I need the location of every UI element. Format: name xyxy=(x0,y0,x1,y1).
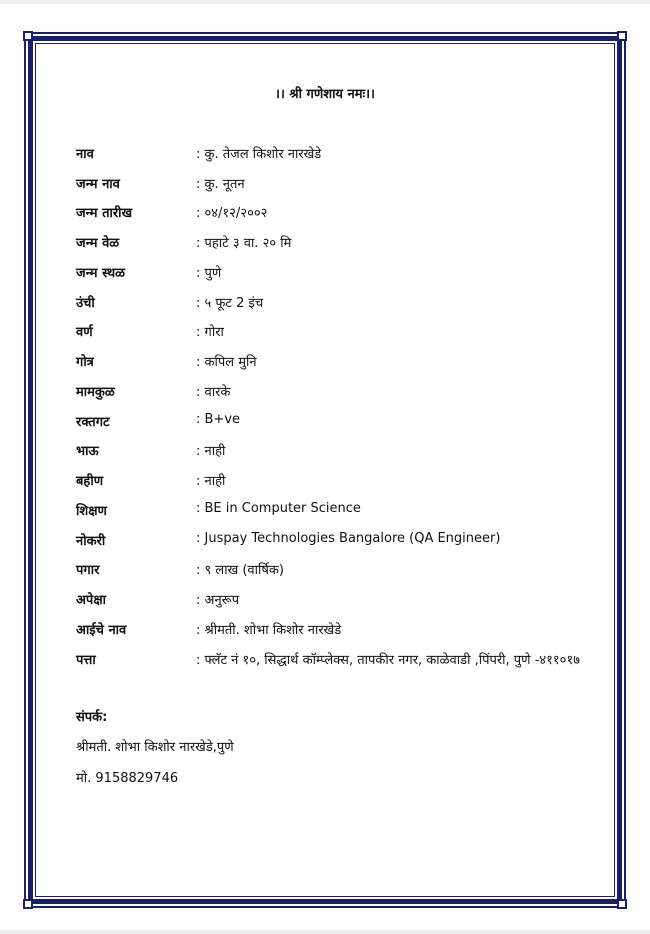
field-value: : BE in Computer Science xyxy=(196,501,361,516)
field-value: : पुणे xyxy=(196,266,222,281)
field-label: जन्म तारीख xyxy=(76,206,133,221)
field-value: : पहाटे ३ वा. २० मि xyxy=(196,236,292,251)
field-label: पत्ता xyxy=(76,653,96,668)
field-value: : वारके xyxy=(196,385,231,400)
field-value: : B+ve xyxy=(196,412,241,427)
field-value: : ०४/१२/२००२ xyxy=(196,206,268,221)
field-label: जन्म वेळ xyxy=(76,236,120,251)
field-label: आईचे नाव xyxy=(76,623,127,638)
contact-phone: मो. 9158829746 xyxy=(76,771,179,786)
field-label: नोकरी xyxy=(76,534,106,549)
field-label: उंची xyxy=(76,296,95,311)
field-label: जन्म स्थळ xyxy=(76,266,126,281)
document-page xyxy=(0,4,650,930)
field-value: : ९ लाख (वार्षिक) xyxy=(196,563,284,578)
border-corner-top-left xyxy=(23,31,33,41)
field-value: : नाही xyxy=(196,474,226,489)
field-value: : Juspay Technologies Bangalore (QA Engineer) xyxy=(196,531,501,546)
field-label: नाव xyxy=(76,147,94,162)
field-label: पगार xyxy=(76,563,100,578)
field-value: : गोरा xyxy=(196,325,224,340)
field-value: : कु. नूतन xyxy=(196,177,245,192)
field-value: : श्रीमती. शोभा किशोर नारखेडे xyxy=(196,623,342,638)
field-label: अपेक्षा xyxy=(76,593,107,608)
field-label: जन्म नाव xyxy=(76,177,120,192)
field-label: रक्तगट xyxy=(76,415,110,430)
field-label: वर्ण xyxy=(76,325,93,340)
field-value: : फ्लॅट नं १०, सिद्धार्थ कॉम्प्लेक्स, तापकीर नगर, काळेवाडी ,पिंपरी, पुणे -४११०१७ xyxy=(196,653,580,668)
field-label: मामकुळ xyxy=(76,385,115,400)
field-value: : कपिल मुनि xyxy=(196,355,257,370)
field-label: गोत्र xyxy=(76,355,94,370)
field-value: : कु. तेजल किशोर नारखेडे xyxy=(196,147,322,162)
contact-name: श्रीमती. शोभा किशोर नारखेडे,पुणे xyxy=(76,740,234,755)
invocation-heading: ।। श्री गणेशाय नमः।। xyxy=(275,87,375,102)
field-label: बहीण xyxy=(76,474,104,489)
field-label: भाऊ xyxy=(76,444,99,459)
border-corner-bottom-left xyxy=(23,899,33,909)
field-label: शिक्षण xyxy=(76,504,107,519)
field-value: : ५ फूट 2 इंच xyxy=(196,296,264,311)
border-corner-bottom-right xyxy=(617,899,627,909)
field-value: : नाही xyxy=(196,444,226,459)
field-value: : अनुरूप xyxy=(196,593,240,608)
border-corner-top-right xyxy=(617,31,627,41)
contact-heading: संपर्क: xyxy=(76,710,108,725)
